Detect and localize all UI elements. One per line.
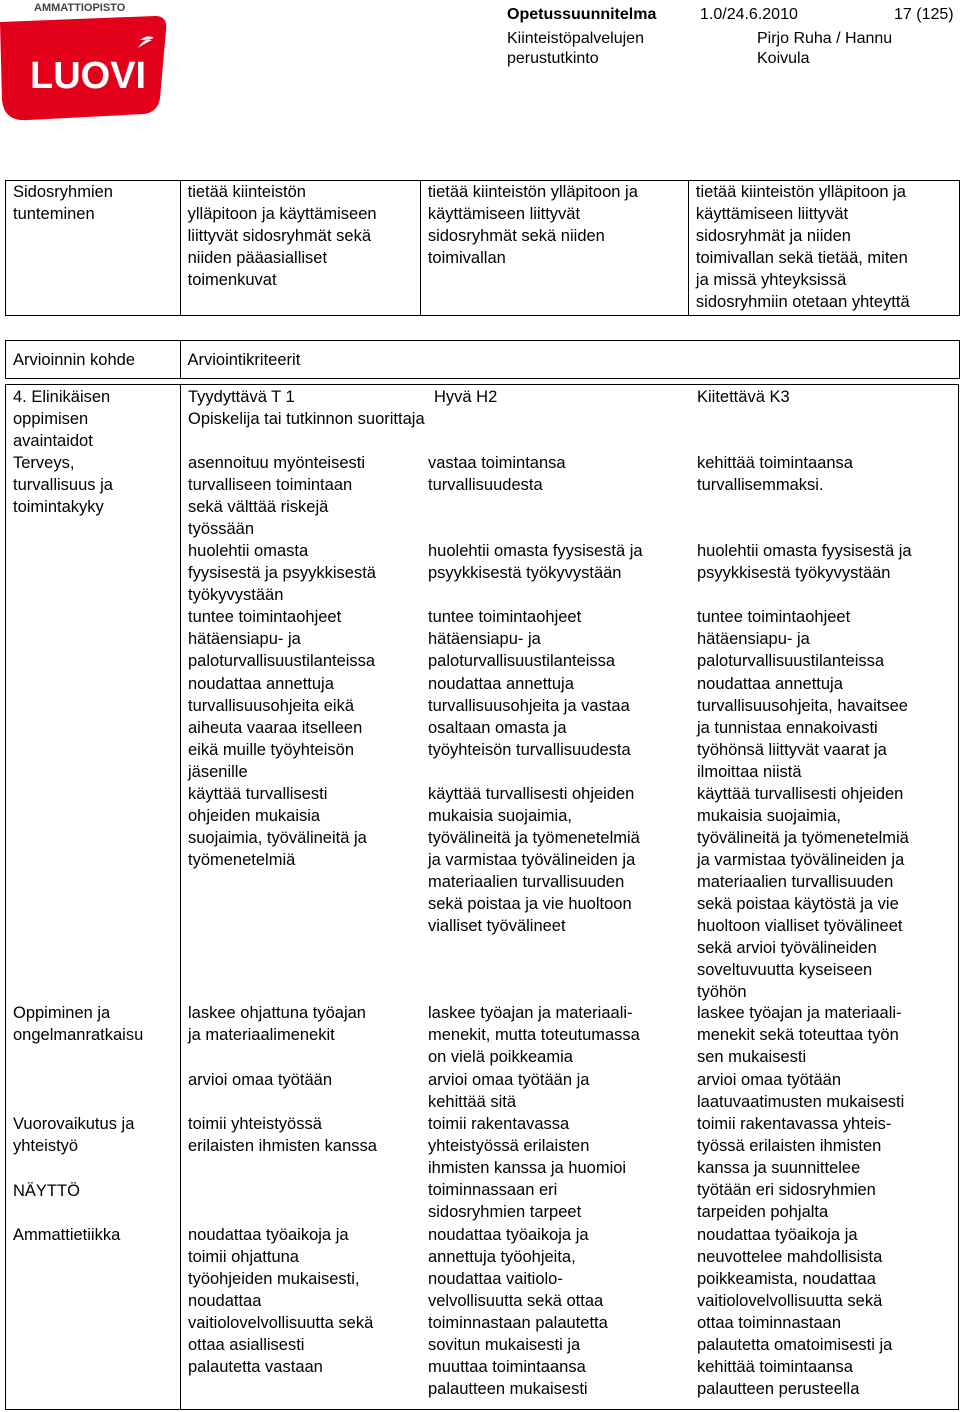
category-ethics: Ammattietiikka	[13, 1226, 121, 1244]
level-t1: Tyydyttävä T 1	[188, 388, 295, 406]
level-k3: Kiitettävä K3	[697, 388, 790, 406]
criteria-r9-k3: noudattaa työaikoja ja neuvottelee mahdollisista poikkeamista, noudattaa vaitiolovelvollisuutta sekä ottaa toiminnastaan palautetta omatoimisesti ja kehittää toimintaansa palautteen perusteella	[697, 1226, 893, 1398]
authors-line2: Koivula	[757, 50, 810, 67]
authors-line1: Pirjo Ruha / Hannu	[757, 30, 893, 47]
criteria-r7-k3: arvioi omaa työtään laatuvaatimusten mukaisesti	[697, 1071, 905, 1111]
stakeholder-h2: tietää kiinteistön ylläpitoon ja käyttämiseen liittyvät sidosryhmät sekä niiden toimivallan	[420, 181, 688, 316]
criteria-r4-t1: noudattaa annettuja turvallisuusohjeita eikä aiheuta vaaraa itselleen eikä muille työyhteisön jäsenille	[188, 675, 363, 781]
stakeholder-table	[5, 180, 960, 316]
criteria-r3-k3: tuntee toimintaohjeet hätäensiapu- ja paloturvallisuustilanteissa	[697, 608, 885, 670]
criteria-r4-h2: noudattaa annettuja turvallisuusohjeita ja vastaa osaltaan omasta ja työyhteisön turvallisuudesta	[428, 675, 631, 759]
doc-title: Opetussuunnitelma	[507, 6, 657, 23]
criteria-r2-h2: huolehtii omasta fyysisestä ja psyykkisestä työkyvystään	[428, 542, 643, 582]
criteria-r9-h2: noudattaa työaikoja ja annettuja työohjeita, noudattaa vaitiolo- velvollisuutta sekä ottaa toiminnastaan palautetta sovitun mukaisesti ja muuttaa toimintaansa palautteen mukaisesti	[428, 1226, 608, 1398]
criteria-r6-t1: laskee ohjattuna työajan ja materiaalimenekit	[188, 1004, 366, 1044]
section-title: 4. Elinikäisen oppimisen avaintaidot	[13, 388, 111, 450]
criteria-r8-t1: toimii yhteistyössä erilaisten ihmisten kanssa	[188, 1115, 377, 1155]
criteria-r6-h2: laskee työajan ja materiaali- menekit, mutta toteutumassa on vielä poikkeamia	[428, 1004, 640, 1066]
luovi-logo	[0, 0, 168, 122]
criteria-r1-k3: kehittää toimintaansa turvallisemmaksi.	[697, 454, 853, 494]
stakeholder-t1: tietää kiinteistön ylläpitoon ja käyttämiseen liittyvät sidosryhmät sekä niiden pääasialliset toimenkuvat	[180, 181, 420, 316]
criteria-r7-t1: arvioi omaa työtään	[188, 1071, 332, 1089]
assessment-header-table	[5, 340, 960, 379]
criteria-r5-t1: käyttää turvallisesti ohjeiden mukaisia suojaimia, työvälineitä ja työmenetelmiä	[188, 785, 367, 869]
authors	[757, 29, 892, 69]
subject-line1: Kiinteistöpalvelujen	[507, 30, 644, 47]
naytto-label: NÄYTTÖ	[13, 1182, 80, 1200]
assessment-target-heading: Arvioinnin kohde	[6, 341, 181, 379]
criteria-r2-k3: huolehtii omasta fyysisestä ja psyykkisestä työkyvystään	[697, 542, 912, 582]
criteria-r5-h2: käyttää turvallisesti ohjeiden mukaisia suojaimia, työvälineitä ja työmenetelmiä ja varmistaa työvälineiden ja materiaalien turvallisuuden sekä poistaa ja vie huoltoon vialliset työvälineet	[428, 785, 640, 935]
logo-text: LUOVI	[30, 55, 147, 97]
subject	[507, 29, 644, 69]
criteria-r7-h2: arvioi omaa työtään ja kehittää sitä	[428, 1071, 590, 1111]
assessment-criteria-heading: Arviointikriteerit	[180, 341, 960, 379]
doc-version: 1.0/24.6.2010	[700, 6, 798, 23]
criteria-r8-h2: toimii rakentavassa yhteistyössä erilaisten ihmisten kanssa ja huomioi toiminnassaan eri sidosryhmien tarpeet	[428, 1115, 627, 1221]
category-interaction: Vuorovaikutus ja yhteistyö	[13, 1115, 135, 1155]
page-number: 17 (125)	[894, 6, 954, 23]
criteria-r4-k3: noudattaa annettuja turvallisuusohjeita, havaitsee ja tunnistaa ennakoivasti työhönsä liittyvät vaarat ja ilmoittaa niistä	[697, 675, 908, 781]
stakeholder-k3: tietää kiinteistön ylläpitoon ja käyttämiseen liittyvät sidosryhmät ja niiden toimivallan sekä tietää, miten ja missä yhteyksissä sidosryhmiin otetaan yhteyttä	[688, 181, 959, 316]
criteria-r6-k3: laskee työajan ja materiaali- menekit sekä toteuttaa työn sen mukaisesti	[697, 1004, 902, 1066]
main-grid-divider	[180, 384, 181, 1410]
stakeholder-title: Sidosryhmien tunteminen	[6, 181, 181, 316]
performer-label: Opiskelija tai tutkinnon suorittaja	[188, 410, 425, 428]
subject-line2: perustutkinto	[507, 50, 599, 67]
level-h2: Hyvä H2	[434, 388, 498, 406]
criteria-r2-t1: huolehtii omasta fyysisestä ja psyykkisestä työkyvystään	[188, 542, 376, 604]
criteria-r1-h2: vastaa toimintansa turvallisuudesta	[428, 454, 566, 494]
criteria-r1-t1: asennoituu myönteisesti turvalliseen toimintaan sekä välttää riskejä työssään	[188, 454, 366, 538]
criteria-r9-t1: noudattaa työaikoja ja toimii ohjattuna työohjeiden mukaisesti, noudattaa vaitiolovelvollisuutta sekä ottaa asiallisesti palautetta vastaan	[188, 1226, 374, 1376]
criteria-r5-k3: käyttää turvallisesti ohjeiden mukaisia suojaimia, työvälineitä ja työmenetelmiä ja varmistaa työvälineiden ja materiaalien turvallisuuden sekä poistaa käytöstä ja vie huoltoon vialliset työvälineet sekä arvioi työvälineiden soveltuvuutta kyseiseen työhön	[697, 785, 909, 1001]
criteria-r8-k3: toimii rakentavassa yhteis- työssä erilaisten ihmisten kanssa ja suunnittelee työtään eri sidosryhmien tarpeiden pohjalta	[697, 1115, 892, 1221]
category-health: Terveys, turvallisuus ja toimintakyky	[13, 454, 113, 516]
criteria-r3-h2: tuntee toimintaohjeet hätäensiapu- ja paloturvallisuustilanteissa	[428, 608, 616, 670]
logo-org-top: AMMATTIOPISTO	[34, 2, 126, 14]
category-learning: Oppiminen ja ongelmanratkaisu	[13, 1004, 144, 1044]
criteria-r3-t1: tuntee toimintaohjeet hätäensiapu- ja paloturvallisuustilanteissa	[188, 608, 376, 670]
